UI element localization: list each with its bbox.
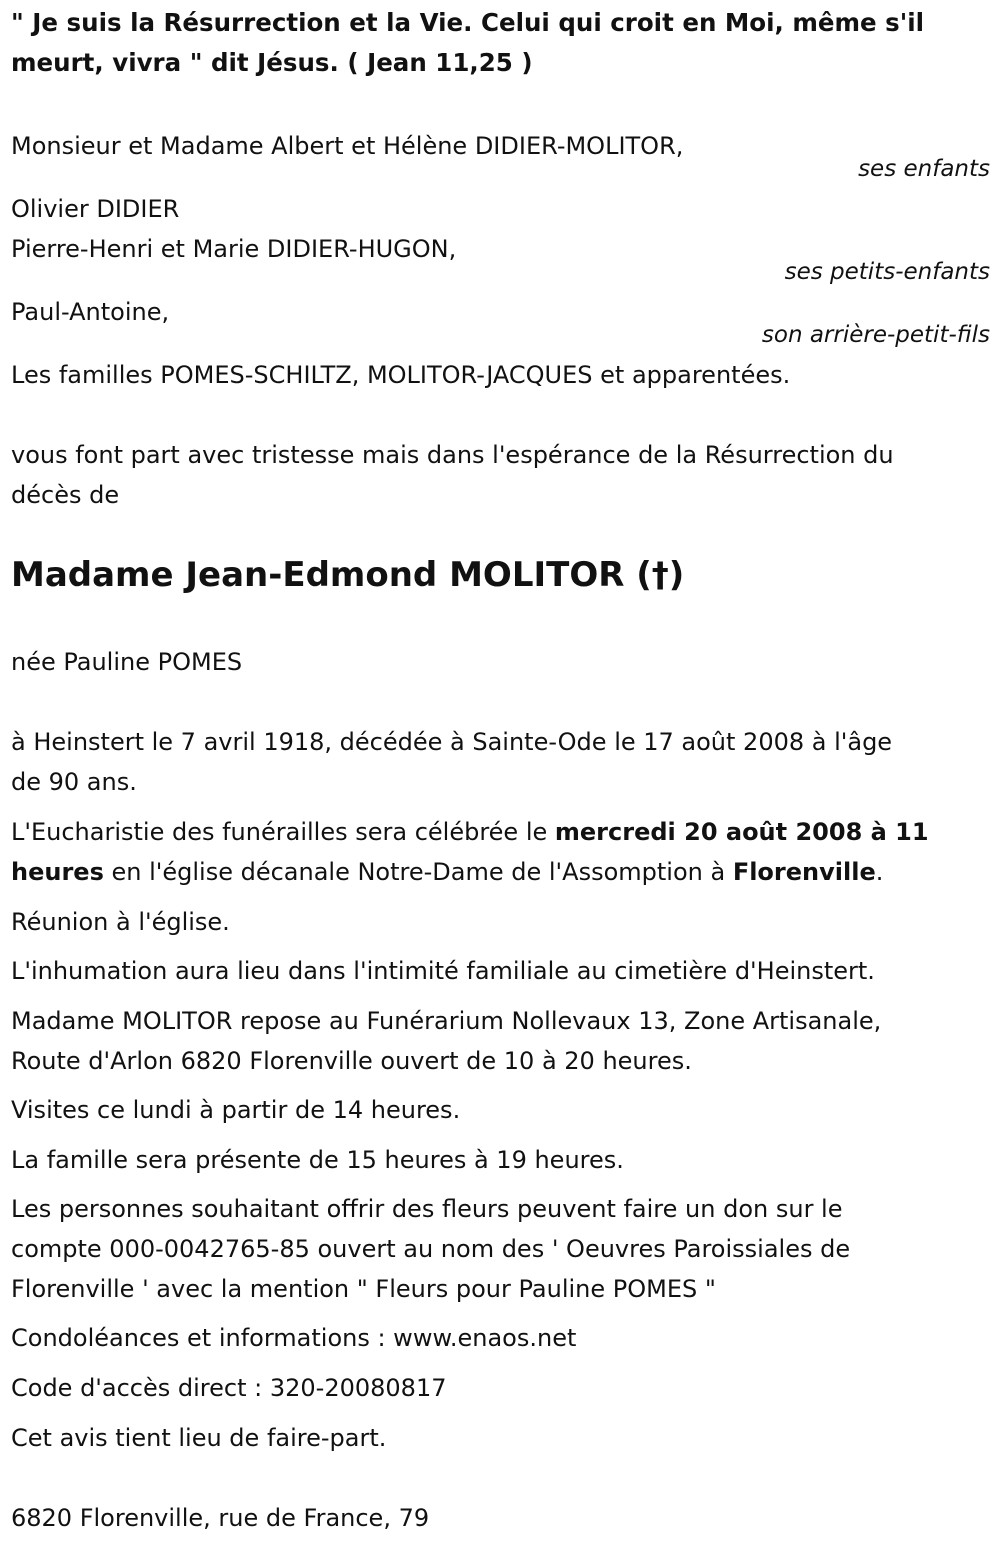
life-details-line: de 90 ans. <box>11 768 137 796</box>
quote-line: " Je suis la Résurrection et la Vie. Celui qui croit en Moi, même s'il <box>11 8 925 37</box>
flowers-info <box>11 1189 991 1309</box>
address: 6820 Florenville, rue de France, 79 <box>11 1504 430 1532</box>
church-meeting: Réunion à l'église. <box>11 908 230 936</box>
quote-line: meurt, vivra " dit Jésus. ( Jean 11,25 ) <box>11 48 533 77</box>
life-details <box>11 722 991 802</box>
bible-quote <box>11 3 991 83</box>
funeral-mass <box>11 812 991 892</box>
life-details-line: à Heinstert le 7 avril 1918, décédée à Sainte-Ode le 17 août 2008 à l'âge <box>11 728 893 756</box>
grandchild-name: Pierre-Henri et Marie DIDIER-HUGON, <box>11 235 457 263</box>
announcement-line: vous font part avec tristesse mais dans l'espérance de la Résurrection du <box>11 441 894 469</box>
grandchild-name: Olivier DIDIER <box>11 195 180 223</box>
great-grandchild-role: son arrière-petit-fils <box>761 322 990 348</box>
funeral-church: en l'église décanale Notre-Dame de l'Assomption à <box>103 858 733 886</box>
children-role: ses enfants <box>858 156 990 182</box>
funeral-datetime-hours: heures <box>11 858 104 886</box>
burial-info: L'inhumation aura lieu dans l'intimité familiale au cimetière d'Heinstert. <box>11 957 875 985</box>
condolences-info: Condoléances et informations : www.enaos.net <box>11 1324 577 1352</box>
flowers-line: Les personnes souhaitant offrir des fleurs peuvent faire un don sur le <box>11 1195 843 1223</box>
funeral-datetime: mercredi 20 août 2008 à 11 <box>554 818 929 846</box>
access-code: Code d'accès direct : 320-20080817 <box>11 1374 447 1402</box>
visits-info: Visites ce lundi à partir de 14 heures. <box>11 1096 461 1124</box>
notice-text: Cet avis tient lieu de faire-part. <box>11 1424 387 1452</box>
funeral-end: . <box>875 858 884 886</box>
deceased-name: Madame Jean-Edmond MOLITOR (†) <box>11 555 685 595</box>
announcement-line: décès de <box>11 481 120 509</box>
flowers-line: Florenville ' avec la mention " Fleurs pour Pauline POMES " <box>11 1275 716 1303</box>
family-presence: La famille sera présente de 15 heures à 19 heures. <box>11 1146 624 1174</box>
funeral-intro: L'Eucharistie des funérailles sera célébrée le <box>11 818 555 846</box>
funeral-town: Florenville <box>732 858 876 886</box>
children-names: Monsieur et Madame Albert et Hélène DIDIER-MOLITOR, <box>11 132 684 160</box>
great-grandchild-name: Paul-Antoine, <box>11 298 170 326</box>
announcement <box>11 435 991 515</box>
grandchildren-role: ses petits-enfants <box>784 259 990 285</box>
birth-name: née Pauline POMES <box>11 648 243 676</box>
funerarium-info <box>11 1001 991 1081</box>
funerarium-line: Route d'Arlon 6820 Florenville ouvert de 10 à 20 heures. <box>11 1047 692 1075</box>
related-families: Les familles POMES-SCHILTZ, MOLITOR-JACQUES et apparentées. <box>11 361 791 389</box>
funerarium-line: Madame MOLITOR repose au Funérarium Nollevaux 13, Zone Artisanale, <box>11 1007 882 1035</box>
flowers-line: compte 000-0042765-85 ouvert au nom des ' Oeuvres Paroissiales de <box>11 1235 851 1263</box>
